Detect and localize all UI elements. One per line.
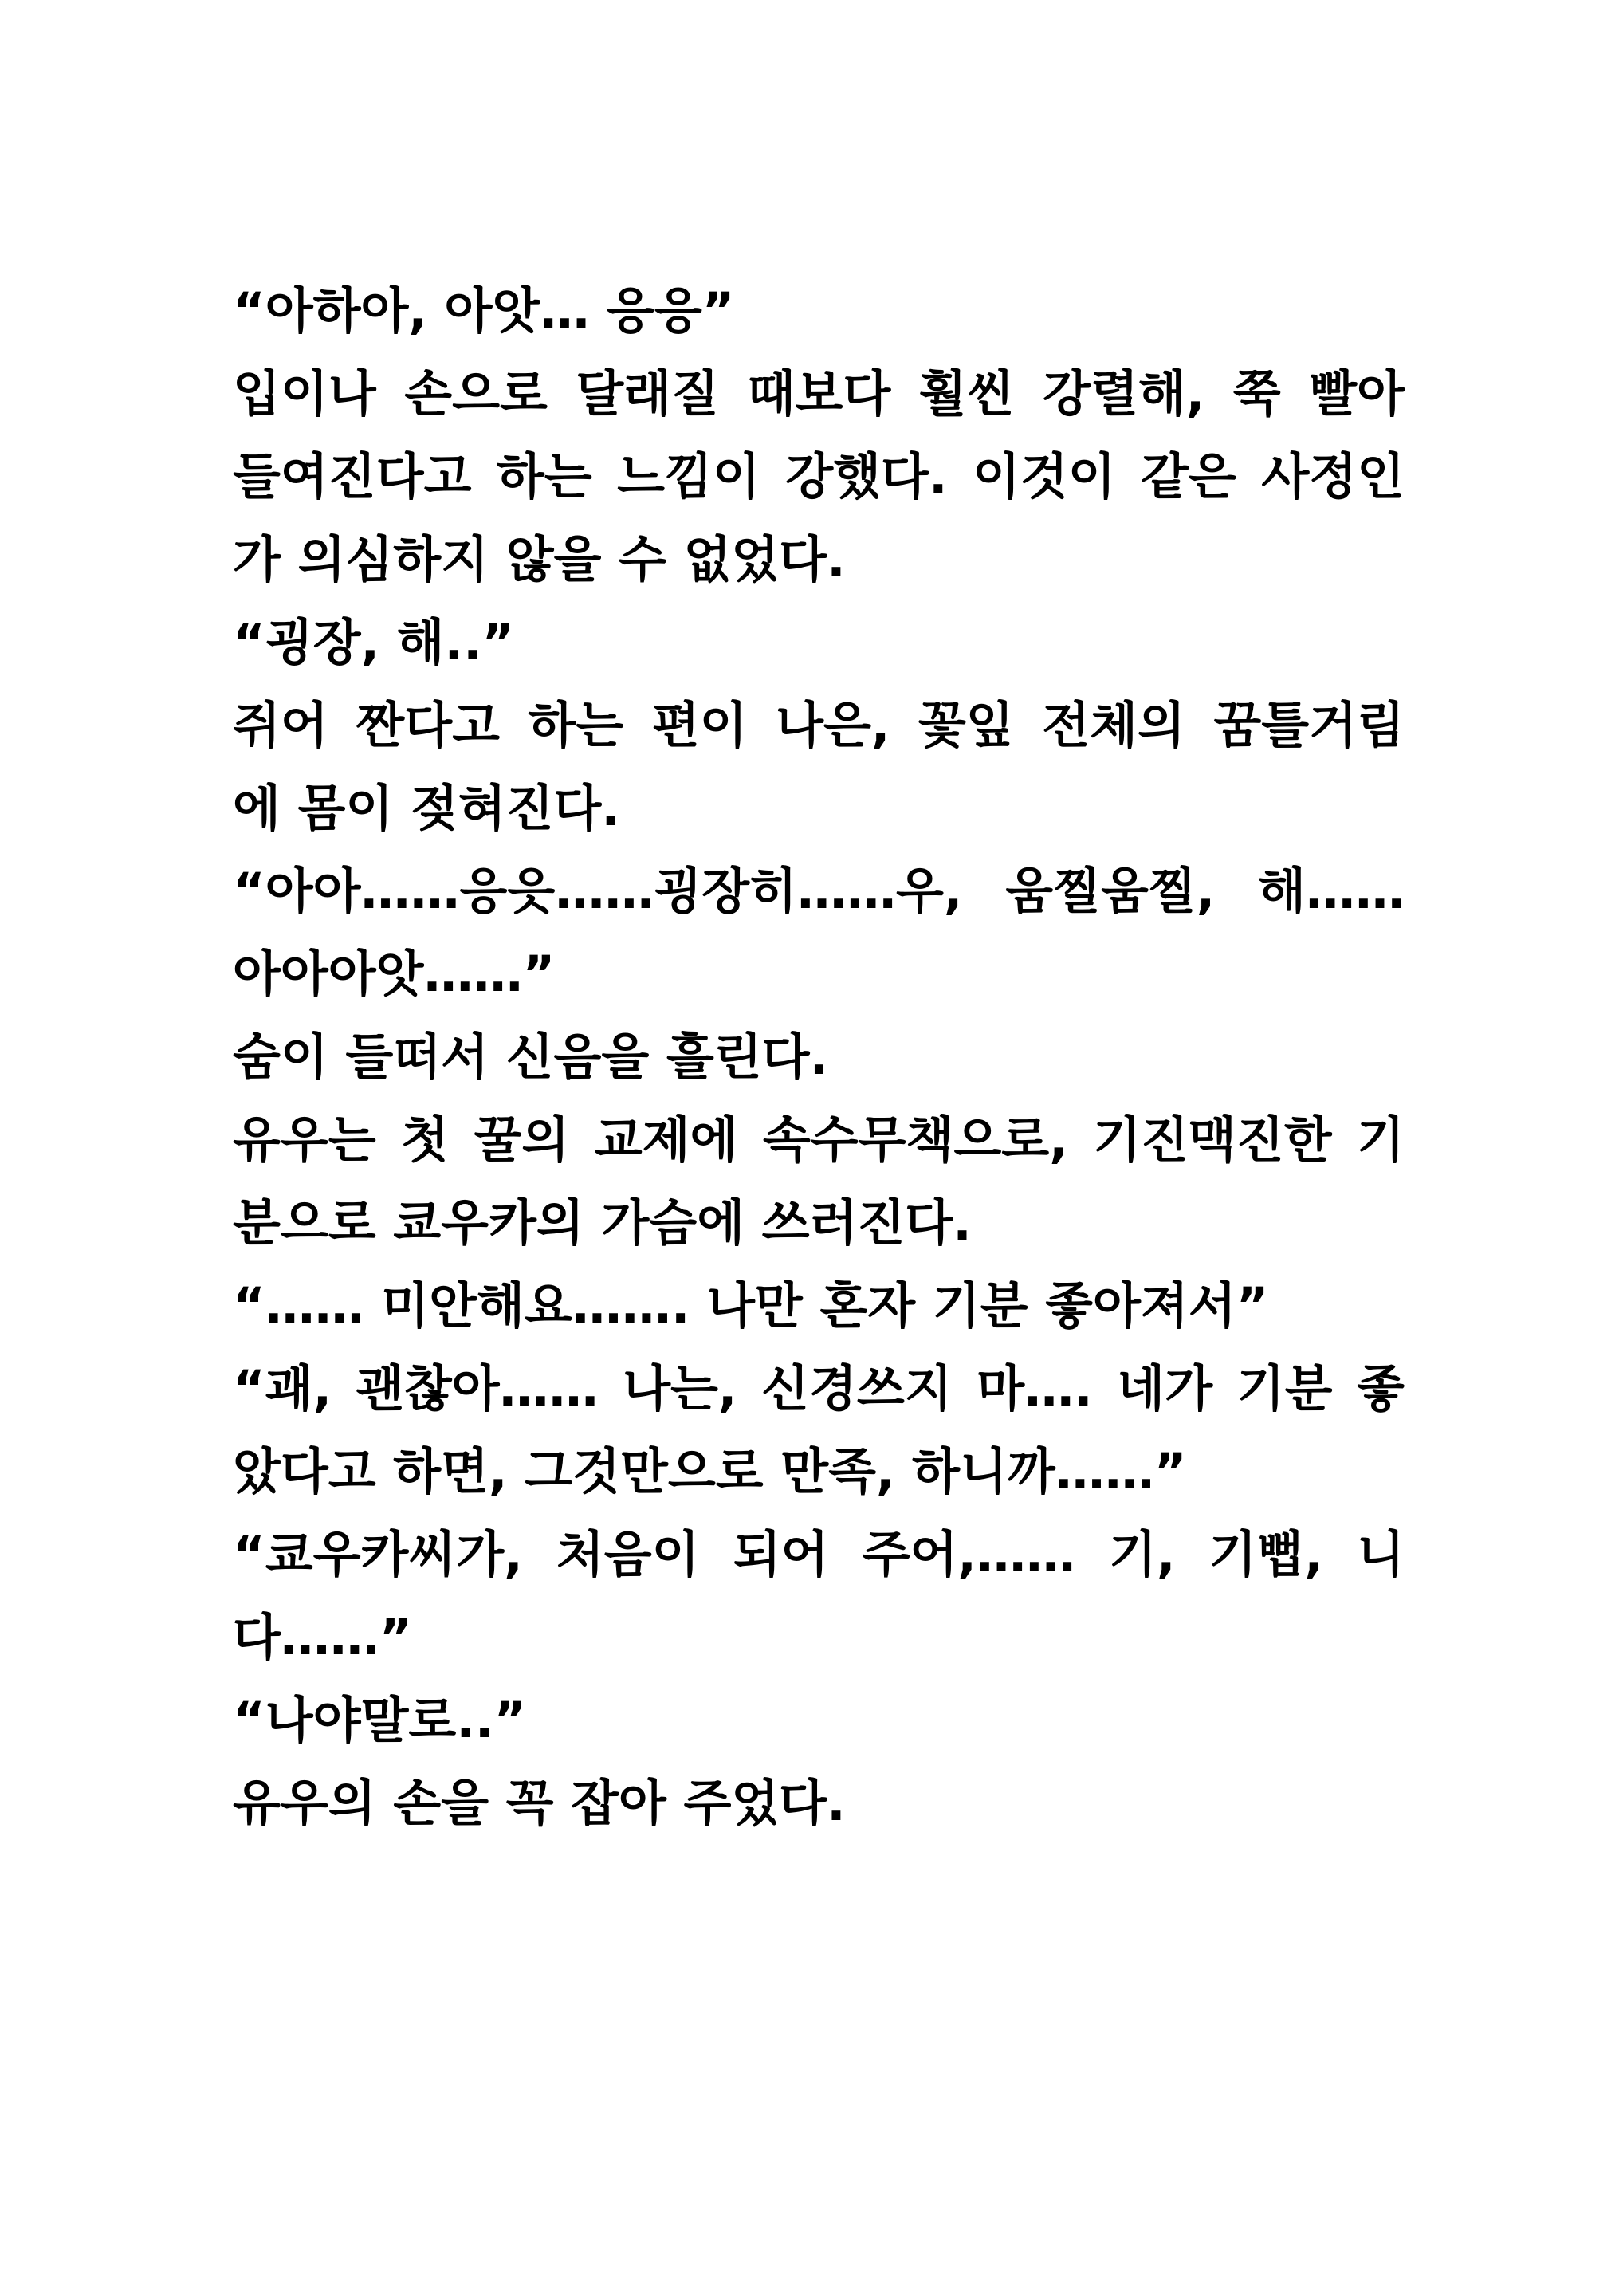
text-line-17: 다……”	[233, 1608, 412, 1666]
text-line-8: “아아……응읏……굉장히……우, 움찔움찔, 해……	[233, 862, 1405, 920]
body-text	[233, 269, 1405, 1845]
text-line-12: 분으로 쿄우카의 가슴에 쓰러진다.	[233, 1193, 972, 1252]
text-line-3: 들여진다고 하는 느낌이 강했다. 이것이 같은 사정인	[233, 447, 1405, 505]
text-line-1: “아하아, 아앗… 응응”	[233, 281, 735, 340]
text-line-16: “쿄우카씨가, 처음이 되어 주어,…… 기, 기뻡, 니	[233, 1525, 1405, 1583]
text-line-14: “괘, 괜찮아…… 나는, 신경쓰지 마…. 네가 기분 좋	[233, 1359, 1405, 1417]
text-line-15: 았다고 하면, 그것만으로 만족, 하니까……”	[233, 1442, 1187, 1500]
text-line-19: 유우의 손을 꼭 잡아 주었다.	[233, 1774, 846, 1832]
text-line-6: 쥐어 짠다고 하는 편이 나은, 꽃잎 전체의 꿈틀거림	[233, 696, 1405, 754]
text-line-5: “굉장, 해..”	[233, 613, 515, 671]
text-line-4: 가 의심하지 않을 수 없었다.	[233, 530, 846, 588]
text-line-10: 숨이 들떠서 신음을 흘린다.	[233, 1028, 829, 1086]
text-line-7: 에 몸이 젖혀진다.	[233, 779, 620, 837]
text-line-13: “…… 미안해요……. 나만 혼자 기분 좋아져서”	[233, 1276, 1269, 1335]
text-line-11: 유우는 첫 꿀의 교제에 속수무책으로, 기진맥진한 기	[233, 1111, 1405, 1169]
text-line-9: 아아아앗……”	[233, 945, 556, 1003]
text-line-18: “나야말로..”	[233, 1691, 527, 1749]
text-line-2: 입이나 손으로 달래질 때보다 훨씬 강렬해, 쭉 빨아	[233, 364, 1405, 423]
